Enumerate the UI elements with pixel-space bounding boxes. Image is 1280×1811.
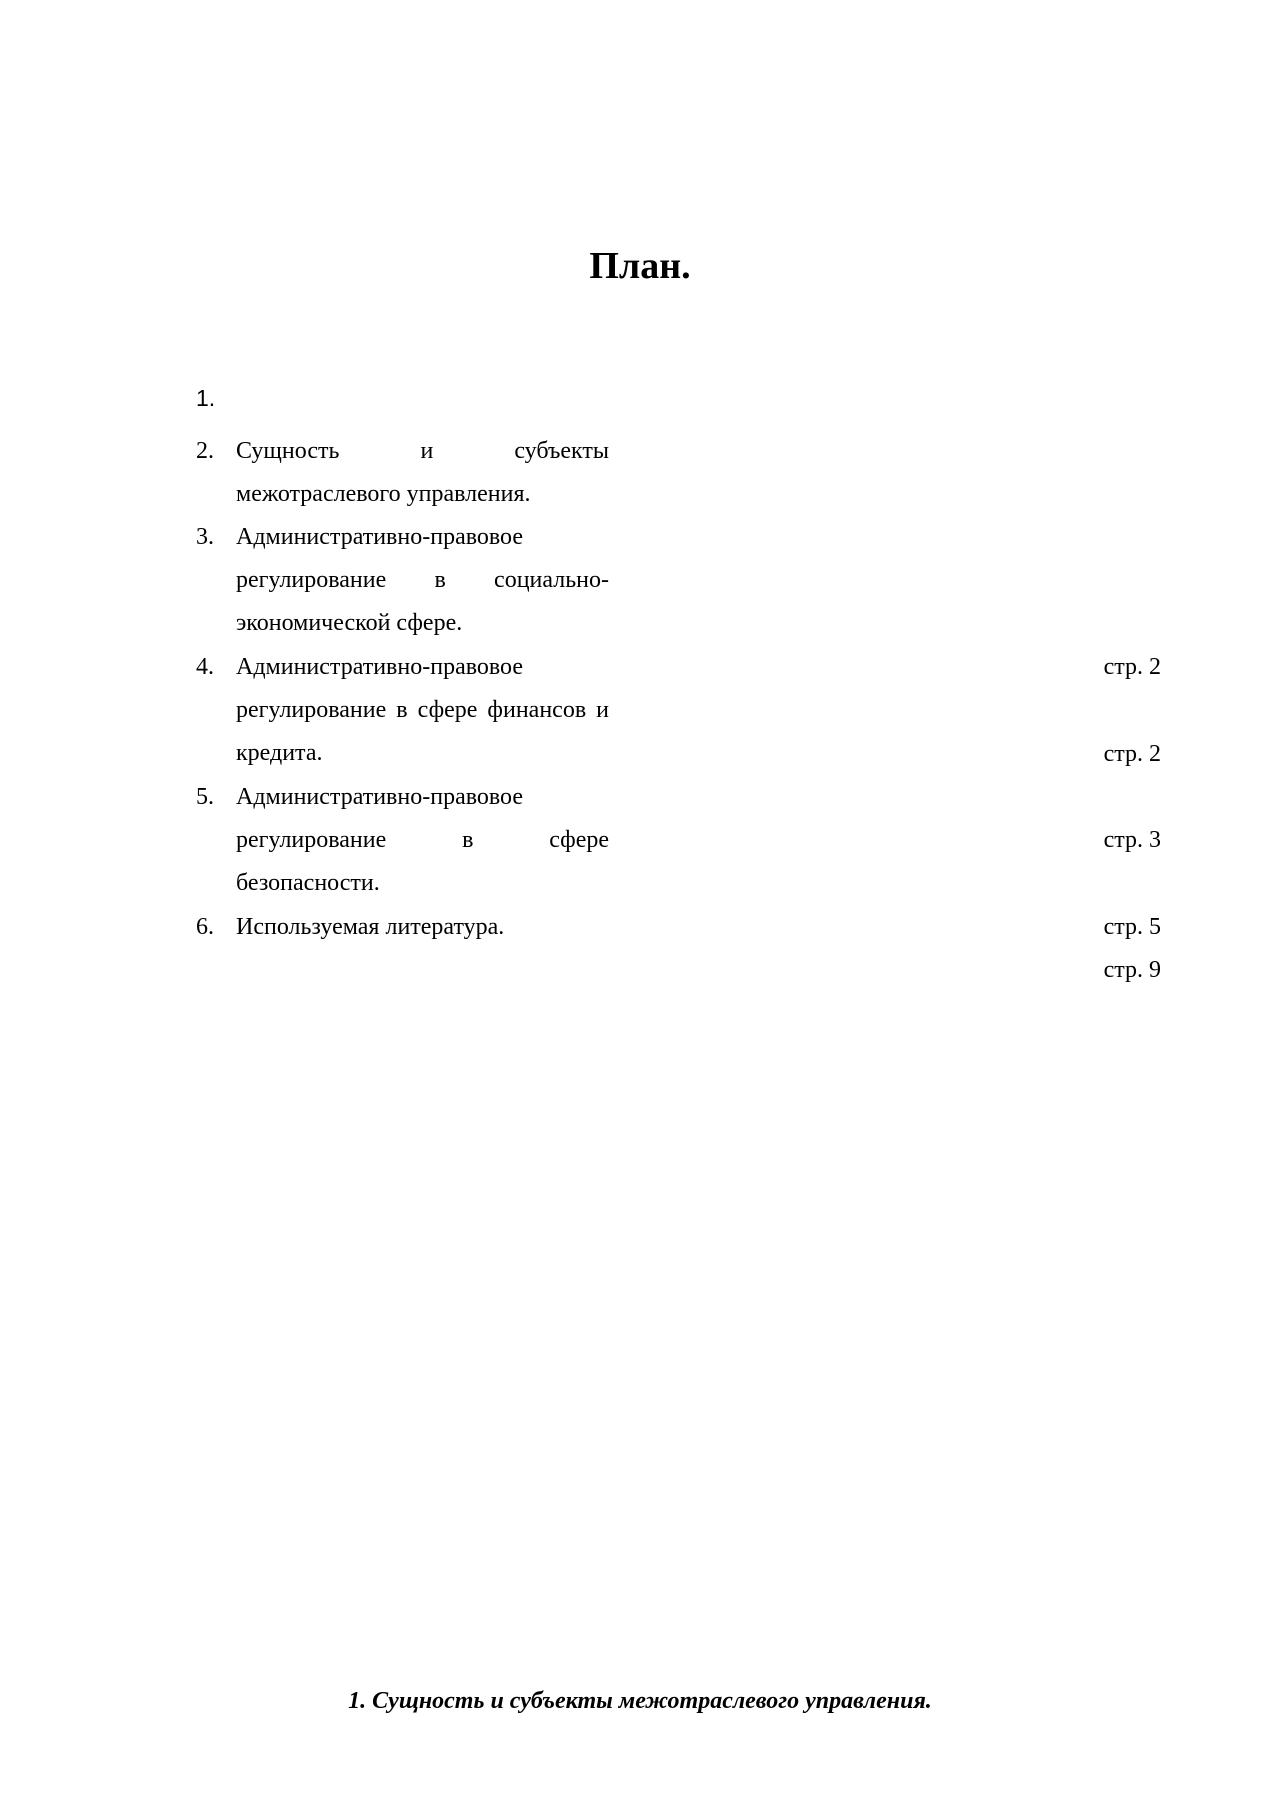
toc-page-number: стр. 2 xyxy=(1103,654,1161,680)
toc-item-4-number: 4. xyxy=(196,654,214,680)
toc-item-5-text: Административно-правовое регулирование в сфере безопасности. xyxy=(236,784,609,896)
toc-page-number: стр. 5 xyxy=(1103,914,1161,940)
toc-item-2-text: Сущность и субъекты межотраслевого управления. xyxy=(236,438,609,507)
toc-item-6-text: Используемая литература. xyxy=(236,914,505,940)
toc-page-number: стр. 9 xyxy=(1103,957,1161,983)
section-heading: 1. Сущность и субъекты межотраслевого управления. xyxy=(348,1688,932,1714)
toc-page-number: стр. 2 xyxy=(1103,741,1161,767)
toc-item-3-number: 3. xyxy=(196,524,214,550)
toc-item-6-number: 6. xyxy=(196,914,214,940)
toc-item-1-number: 1. xyxy=(196,385,216,411)
toc-page-number: стр. 3 xyxy=(1103,827,1161,853)
plan-title: План. xyxy=(589,245,691,287)
toc-item-2-number: 2. xyxy=(196,438,214,464)
toc-item-3-text: Административно-правовое регулирование в социально-экономической сфере. xyxy=(236,524,609,636)
toc-item-4-text: Административно-правовое регулирование в сфере финансов и кредита. xyxy=(236,654,609,766)
toc-item-5-number: 5. xyxy=(196,784,214,810)
